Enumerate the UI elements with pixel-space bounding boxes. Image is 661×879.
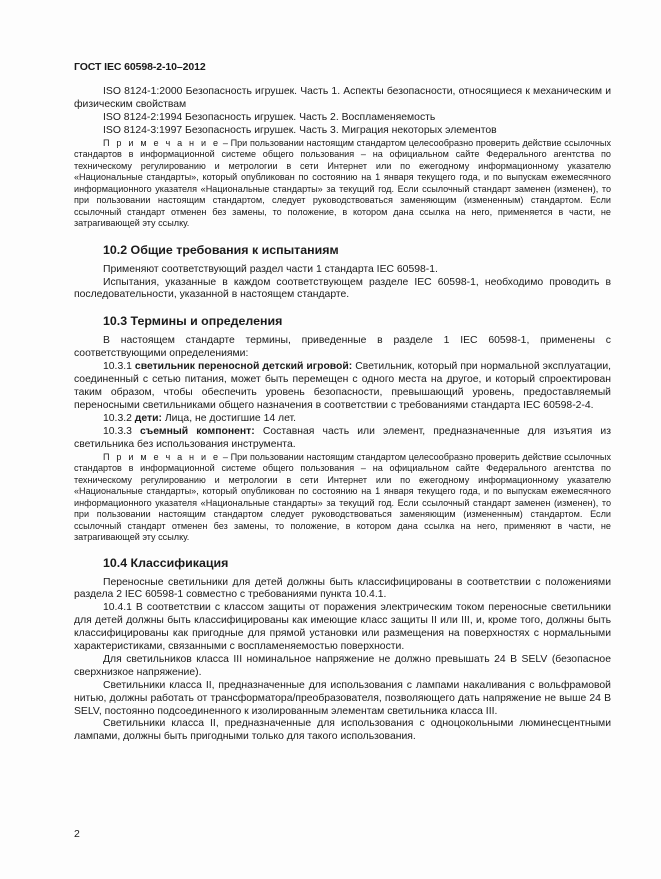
term-definition: Светильник, который при нормальной эксплуатации, соединенный с сетью питания, может быть перемещен с одного места на другое, и который спроектирован таким образом, чтобы обеспечить уровень безопасности, превышающий уровень, предоставляемый переносными светильниками общего назначения в соответствии с требованиями стандарта IEC 60598-2-4. (74, 361, 612, 411)
paragraph: Переносные светильники для детей должны быть классифицированы в соответствии с положениями раздела 2 IEC 60598-1 совместно с требованиями пункта 10.4.1. (74, 576, 611, 601)
document-code-header: ГОСТ IEC 60598-2-10–2012 (74, 61, 206, 73)
term-10-3-3 (74, 426, 611, 452)
term-10-3-1 (74, 361, 611, 413)
term-name: съемный компонент: (140, 425, 255, 437)
term-number: 10.3.3 (103, 425, 141, 437)
term-definition: Лица, не достигшие 14 лет. (161, 412, 297, 424)
reference-iso-8124-3: ISO 8124-3:1997 Безопасность игрушек. Часть 3. Миграция некоторых элементов (103, 124, 497, 136)
note-label: П р и м е ч а н и е (103, 451, 221, 462)
section-heading-10-2: 10.2 Общие требования к испытаниям (103, 242, 339, 257)
reference-iso-8124-2: ISO 8124-2:1994 Безопасность игрушек. Часть 2. Воспламеняемость (103, 111, 436, 123)
term-number: 10.3.1 (103, 361, 135, 373)
paragraph: Испытания, указанные в каждом соответствующем разделе IEC 60598-1, необходимо проводить в последовательности, указанной в настоящем стандарте. (74, 276, 611, 301)
note-references-2 (74, 452, 611, 544)
term-definition: Составная часть или элемент, предназначенные для изъятия из светильника без использования инструмента. (74, 425, 611, 450)
note-text: – При пользовании настоящим стандартом целесообразно проверить действие ссылочных стандартов в информационной системе общего пользования – на официальном сайте Федерального агентства по техническому регулированию и метрологии в сети Интернет или по ежегодному информационному указателю «Национальные стандарты», который опубликован по состоянию на 1 января текущего года, и по выпускам ежемесячного информационного указателя «Национальные стандарты» за текущий год. Если ссылочный стандарт заменен (изменен), то при пользовании настоящим стандартом следует руководствоваться заменяющим (измененным) стандартом. Если ссылочный стандарт отменен без замены, то положение, в котором дана ссылка на него, применяют в части, не затрагивающей эту ссылку. (74, 451, 612, 542)
section-heading-10-4: 10.4 Классификация (103, 555, 229, 570)
paragraph: Для светильников класса III номинальное напряжение не должно превышать 24 В SELV (безопасное сверхнизкое напряжение). (74, 653, 611, 678)
paragraph: Применяют соответствующий раздел части 1 стандарта IEC 60598-1. (103, 263, 438, 275)
section-heading-10-3: 10.3 Термины и определения (103, 314, 283, 329)
paragraph: Светильники класса II, предназначенные для использования с одноцокольными люминесцентными лампами, должны быть пригодными только для такого использования. (74, 718, 611, 743)
term-name: светильник переносной детский игровой: (134, 361, 353, 373)
paragraph: В настоящем стандарте термины, приведенные в разделе 1 IEC 60598-1, применены с соответствующими определениями: (74, 335, 611, 360)
reference-iso-8124-1: ISO 8124-1:2000 Безопасность игрушек. Часть 1. Аспекты безопасности, относящиеся к механическим и физическим свойствам (74, 86, 611, 110)
term-name: дети: (134, 412, 162, 424)
note-references (74, 138, 611, 230)
term-10-3-2 (74, 413, 611, 426)
note-label: П р и м е ч а н и е (103, 137, 221, 148)
page-number: 2 (74, 828, 80, 840)
note-text: – При пользовании настоящим стандартом целесообразно проверить действие ссылочных стандартов в информационной системе общего пользования – на официальном сайте Федерального агентства по техническому регулированию и метрологии в сети Интернет или по ежегодному информационному указателю «Национальные стандарты», который опубликован по состоянию на 1 января текущего года, и по выпускам ежемесячного информационного указателя «Национальные стандарты» за текущий год. Если ссылочный стандарт заменен (изменен), то при пользовании настоящим стандартом, следует руководствоваться заменяющим (измененным) стандартом. Если ссылочный стандарт отменен без замены, то положение, в котором дана ссылка на него, применяется в части, не затрагивающей эту ссылку. (74, 137, 612, 229)
page-content (74, 86, 611, 744)
paragraph: 10.4.1 В соответствии с классом защиты от поражения электрическим током переносные светильники для детей должны быть классифицированы как имеющие класс защиты II или III, и, кроме того, должны быть классифицированы как пригодные для прямой установки или размещения на поверхностях с нормальными характеристиками, связанными с воспламеняемостью поверхности. (74, 602, 611, 653)
term-number: 10.3.2 (103, 412, 135, 424)
paragraph: Светильники класса II, предназначенные для использования с лампами накаливания с вольфрамовой нитью, должны работать от трансформатора/преобразователя, позволяющего дать напряжение не выше 24 В SELV, постоянно подсоединенного к изолированным элементам светильника класса III. (74, 679, 611, 717)
